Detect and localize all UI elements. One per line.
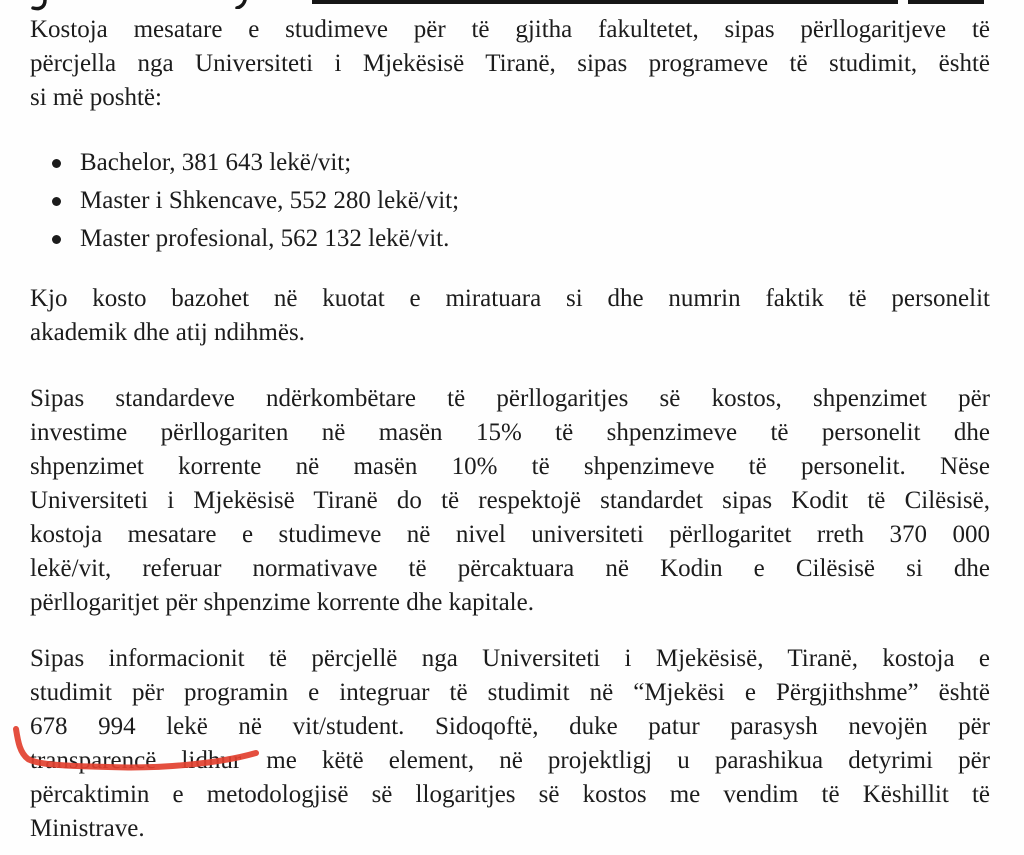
text-line: si më poshtë: [30, 84, 162, 111]
text-line: lekë/vit, referuar normativave të përcaktuara në Kodin e Cilësisë si dhe [30, 555, 990, 582]
program-cost-bullet-list [30, 144, 990, 258]
text-line: 678 994 lekë në vit/student. Sidoqoftë, duke patur parasysh nevojën për [30, 713, 990, 740]
text-line: studimit për programin e integruar të studimit në “Mjekësi e Përgjithshme” është [30, 679, 990, 706]
text-line: Universiteti i Mjekësisë Tiranë do të respektojë standardet sipas Kodit të Cilësisë, [30, 487, 990, 514]
list-item-bachelor [30, 144, 990, 182]
text-line: përcaktimin e metodologjisë së llogaritjes së kostos me vendim të Këshillit të [30, 781, 990, 808]
list-item-label: Master i Shkencave, 552 280 lekë/vit; [80, 187, 460, 214]
paragraph-average-cost-intro [30, 13, 990, 115]
bullet-icon [52, 235, 61, 244]
text-line: Ministrave. [30, 815, 145, 842]
cropped-textline-artifact [312, 0, 898, 4]
text-line: përcjella nga Universiteti i Mjekësisë Tiranë, sipas programeve të studimit, është [30, 50, 990, 77]
text-line: investime përllogariten në masën 15% të shpenzimeve të personelit dhe [30, 419, 990, 446]
text-line: shpenzimet korrente në masën 10% të shpenzimeve të personelit. Nëse [30, 453, 990, 480]
list-item-label: Master profesional, 562 132 lekë/vit. [80, 225, 450, 252]
text-line: përllogaritjet për shpenzime korrente dhe kapitale. [30, 589, 534, 616]
bullet-icon [52, 197, 61, 206]
text-line: kostoja mesatare e studimeve në nivel universiteti përllogaritet rreth 370 000 [30, 521, 990, 548]
cropped-letter-descender-artifact [28, 0, 52, 12]
text-line: Kostoja mesatare e studimeve për të gjitha fakultetet, sipas përllogaritjeve të [30, 16, 990, 43]
text-line: transparencë lidhur me këtë element, në projektligj u parashikua detyrimi për [30, 747, 990, 774]
text-line: Kjo kosto bazohet në kuotat e miratuara si dhe numrin faktik të personelit [30, 285, 990, 312]
paragraph-cost-basis [30, 282, 990, 350]
paragraph-integrated-program-cost [30, 642, 990, 846]
list-item-master-profesional [30, 220, 990, 258]
list-item-label: Bachelor, 381 643 lekë/vit; [80, 149, 352, 176]
cropped-comma-artifact [234, 0, 250, 9]
text-line: Sipas standardeve ndërkombëtare të përllogaritjes së kostos, shpenzimet për [30, 385, 990, 412]
bullet-icon [52, 159, 61, 168]
text-line: Sipas informacionit të përcjellë nga Universiteti i Mjekësisë, Tiranë, kostoja e [30, 645, 990, 672]
list-item-master-shkencave [30, 182, 990, 220]
cropped-textline-artifact [908, 0, 984, 4]
text-line: akademik dhe atij ndihmës. [30, 319, 305, 346]
paragraph-international-standards [30, 382, 990, 620]
